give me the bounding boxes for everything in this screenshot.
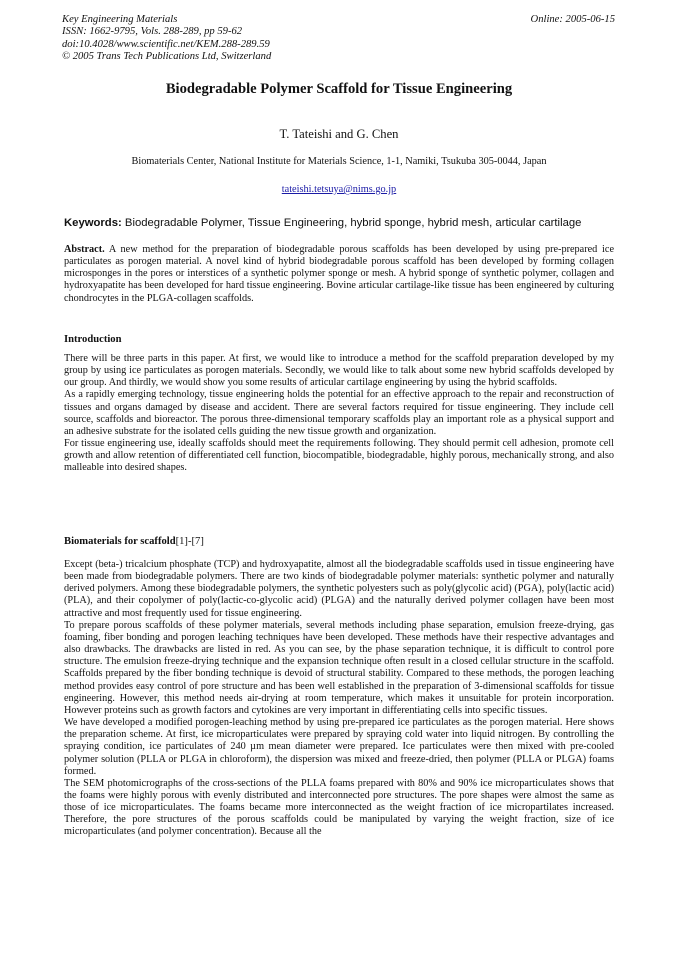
keywords-label: Keywords:	[64, 217, 122, 229]
paragraph: To prepare porous scaffolds of these polymer materials, several methods including phase separation, emulsion freeze-drying, gas foaming, fiber bonding and porogen leaching techniques have been developed. These methods have their respective advantages and also drawbacks. The drawbacks are listed in red. As you can see, by the phase separation technique, it is difficult to control pore structure. The emulsion freeze-drying technique and the expansion technique often result in a closed cellular structure in the scaffold. Scaffolds prepared by the fiber bonding technique is devoid of structural stability. Compared to these methods, the porogen leaching method provides easy control of pore structure and has been well established in the preparation of 3-dimensional scaffolds for tissue engineering. However, this method needs air-drying at room temperature, which makes it unsuitable for protein incorporation. However proteins such as growth factors and cytokines are very important in differentiating cells into specific tissues.	[64, 619, 614, 716]
paragraph: As a rapidly emerging technology, tissue engineering holds the potential for an effective approach to the repair and reconstruction of tissues and organs damaged by disease and accident. There are several factors required for tissue engineering. They include cell source, scaffolds and bioreactor. The porous three-dimensional temporary scaffolds play an important role as a physical support and an adhesive substrate for the isolated cells guiding the new tissue growth and organization.	[64, 389, 614, 437]
paragraph: For tissue engineering use, ideally scaffolds should meet the requirements following. They should permit cell adhesion, promote cell growth and allow retention of differentiated cell function, biocompatible, biodegradable, highly porous, mechanically strong, and also malleable into desired shapes.	[64, 438, 614, 474]
email-link[interactable]: tateishi.tetsuya@nims.go.jp	[281, 184, 397, 195]
affiliation: Biomaterials Center, National Institute for Materials Science, 1-1, Namiki, Tsukuba 305-0044, Japan	[131, 156, 547, 167]
keywords	[64, 217, 616, 229]
biomaterials-heading	[64, 536, 204, 547]
doi-line: doi:10.4028/www.scientific.net/KEM.288-289.59	[62, 38, 270, 50]
copyright-line: © 2005 Trans Tech Publications Ltd, Switzerland	[62, 50, 272, 62]
paragraph: The SEM photomicrographs of the cross-sections of the PLLA foams prepared with 80% and 90% ice microparticulates shows that the foams were highly porous with evenly distributed and interconnected pore structures. The pore shapes were almost the same as those of ice microparticulates. The foams became more interconnected as the weight fraction of ice micropartilates increased. Therefore, the pore structures of the porous scaffolds could be manipulated by varying the weight fraction, size of ice microparticulates (and polymer concentration). Because all the	[64, 777, 614, 838]
biomaterials-section	[64, 559, 614, 839]
keywords-text: Biodegradable Polymer, Tissue Engineering, hybrid sponge, hybrid mesh, articular cartilage	[124, 217, 582, 229]
abstract-label: Abstract.	[64, 244, 105, 255]
abstract-text: A new method for the preparation of biodegradable porous scaffolds has been developed by using pre-prepared ice particulates as porogen material. A novel kind of hybrid biodegradable porous scaffold has been developed by forming collagen microsponges in the pores or interstices of a synthetic polymer sponge or mesh. A hybrid sponge of synthetic polymer, collagen and hydroxyapatite has been developed for hard tissue engineering. Bovine articular cartilage-like tissue has been engineered by culturing chondrocytes in the PLGA-collagen scaffolds.	[64, 244, 615, 304]
online-date: Online: 2005-06-15	[530, 14, 615, 25]
paragraph: Except (beta-) tricalcium phosphate (TCP) and hydroxyapatite, almost all the biodegradable scaffolds used in tissue engineering have been made from biodegradable polymers. There are two kinds of biodegradable polymer materials: synthetic polymer and naturally derived polymers. Among these biodegradable polymers, the synthetic polyesters such as poly(glycolic acid) (PGA), poly(lactic acid) (PLA), and their copolymer of poly(lactic-co-glycolic acid) (PLGA) and the naturally derived polymer collagen have been most attractive and most frequently used for tissue engineering.	[64, 559, 614, 619]
introduction-section	[64, 353, 614, 475]
paper-title: Biodegradable Polymer Scaffold for Tissue Engineering	[165, 81, 513, 97]
email-container	[0, 184, 678, 195]
introduction-heading: Introduction	[64, 334, 122, 345]
paragraph: We have developed a modified porogen-leaching method by using pre-prepared ice particulates as the porogen material. Here shows the preparation scheme. At first, ice microparticulates were prepared by spraying cold water into liquid nitrogen. By controlling the spraying condition, ice particulates of 240 µm mean diameter were prepared. Ice particulates were then mixed with pre-cooled polymer solution (PLLA or PLGA in chloroform), the dispersion was mixed and freeze-dried, then polymer (PLLA or PLGA) foams formed.	[64, 717, 614, 777]
paragraph: There will be three parts in this paper. At first, we would like to introduce a method for the scaffold preparation developed by my group by using ice particulates as porogen materials. Secondly, we would like to talk about some new hybrid scaffolds developed by our group. And thirdly, we would show you some results of articular cartilage engineering by using the hybrid scaffolds.	[64, 353, 614, 389]
journal-name: Key Engineering Materials	[62, 14, 178, 25]
abstract	[64, 244, 614, 305]
journal-header	[62, 14, 615, 63]
issn-line: ISSN: 1662-9795, Vols. 288-289, pp 59-62	[62, 26, 243, 38]
authors: T. Tateishi and G. Chen	[279, 127, 399, 141]
citation-ref: [1]-[7]	[175, 536, 204, 547]
biomaterials-heading-text: Biomaterials for scaffold	[64, 536, 176, 547]
